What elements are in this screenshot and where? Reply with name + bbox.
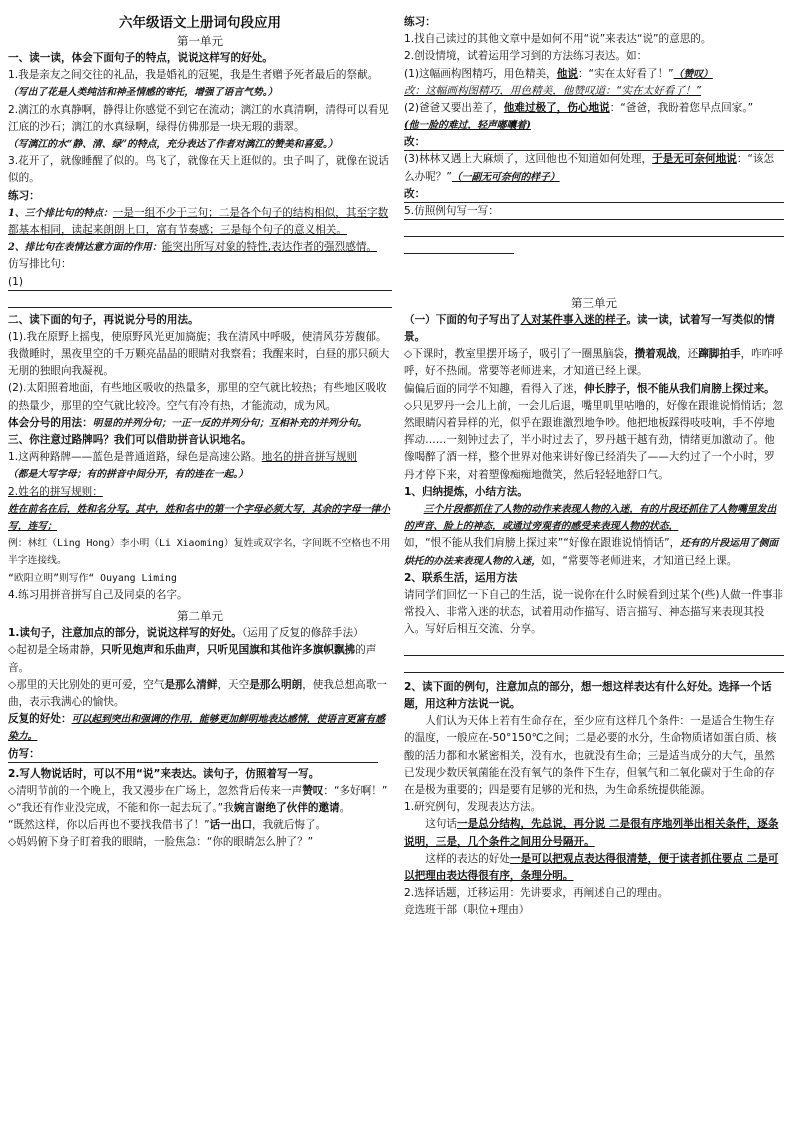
- r-imitate-blank-2[interactable]: [404, 220, 784, 237]
- u1-s3-note1: （都是大写字母；有的拼音中间分开，有的连在一起。）: [8, 469, 249, 481]
- r-p5-c: ：“爸爸，我盼着您早点回家。”: [609, 102, 754, 115]
- u2-imitate-blank[interactable]: [8, 746, 378, 763]
- u2-s2-p1-b: 赞叹: [302, 784, 324, 797]
- r-p6-c: ：“该怎么办呢？”: [404, 153, 775, 183]
- r-p2: 2.创设情境，试着运用学习到的方法练习表达。如：: [404, 50, 648, 63]
- u3-p1-c: ，还: [677, 348, 699, 361]
- u2-s2-p3: [8, 817, 392, 834]
- u2-s2-p3-c: ，我就后悔了。: [252, 819, 327, 832]
- u1-s2-p1: (1).我在原野上摇曳，使原野风光更加旖旎；我在清风中呼吸，使清风芬芳馥郁。我微睡时，黑夜里空的千万颗亮晶晶的眼睛对我察看；我醒来时，白昼的那只硕大无朋的独眼向我凝视。: [8, 330, 390, 378]
- r-p1: 1.找自己读过的其他文章中是如何不用“说”来表达“说”的意思的。: [404, 33, 712, 46]
- unit2-heading: 第二单元: [177, 609, 223, 624]
- u1-q2-label: 2、排比句在表情达意方面的作用：: [8, 242, 162, 254]
- r-p3: [404, 66, 784, 83]
- u1-s2-usage-answer: 明显的并列分句；一正一反的并列分句；互相补充的并列分句。: [92, 417, 368, 429]
- u3-s1-cont-a: 如，“恨不能从我们肩膀上探过来”“好像在跟谁说悄悄话”，: [404, 537, 681, 550]
- u1-s3-ouyang: “欧阳立明”则写作“ Ouyang Liming: [8, 572, 177, 584]
- r-practice-label: 练习：: [404, 16, 436, 28]
- u2-s1-p2-d: 是那么明朗: [249, 678, 303, 691]
- u3-s1-cont: [404, 535, 784, 569]
- u2-s2-p2-b: 婉言谢绝了伙伴的邀请: [233, 801, 340, 814]
- u2-s1-p2-e: ，使我总想高歌一曲，表示我满心的愉快。: [8, 678, 387, 708]
- u3-s1-title: 1、归纳提炼，小结方法。: [404, 485, 528, 498]
- u3-s4-p-a: 这句话: [425, 818, 457, 831]
- r-p6-a: (3)林林又遇上大麻烦了，这回他也不知道如何处理，: [404, 153, 653, 166]
- unit3-heading: 第三单元: [571, 295, 617, 310]
- u1-s3-p1-underlined: 地名的拼音拼写规则: [261, 451, 358, 464]
- u2-s2-p2-c: 。: [339, 801, 351, 814]
- u3-s1-note: 三个片段都抓住了人物的动作来表现人物的入迷，有的片段还抓住了人物嘴里发出的声音、脸上的神态，或通过旁观者的感受来表现人物的状态，: [404, 504, 777, 533]
- r-p4: 改：这幅画构图精巧，用色精美，他赞叹道：“实在太好看了！”: [404, 84, 702, 97]
- u2-s2-p2: [8, 800, 392, 817]
- u2-s1-title-suffix: （运用了反复的修辞手法）: [241, 627, 364, 640]
- u1-s1-p1: 1.我是亲友之间交往的礼品，我是婚礼的冠冕，我是生者赠予死者最后的祭献。: [8, 69, 379, 82]
- u1-s1-note1: （写出了花是人类纯洁和神圣情感的寄托，增强了语言气势。）: [8, 87, 278, 99]
- u1-q1-label: 1、三个排比句的特点：: [8, 207, 113, 219]
- u2-s1-title-text: 1.读句子，注意加点的部分，说说这样写的好处。: [8, 627, 242, 640]
- u2-s2-p3-b: 话一出口: [209, 819, 253, 832]
- document-title: 六年级语文上册词句段应用: [119, 15, 281, 31]
- r-n5: (他一脸的难过，轻声嘟囔着): [404, 120, 531, 132]
- u1-imitate-blank-2[interactable]: [8, 291, 392, 308]
- r-p3-b: 他说: [556, 67, 578, 80]
- r-p3-c: ：“实在太好看了！”: [577, 67, 674, 80]
- u3-p1-d: 蹿脚拍手: [698, 348, 741, 361]
- u2-s1-p1-a: ◇起初是全场肃静，: [8, 644, 101, 657]
- u3-s1-cont-c: 如，“常要等老师进来，才知道已经上课。: [541, 554, 738, 567]
- u2-s1-p1-b: 只听见炮声和乐曲声，只听见国旗和其他许多旗帜飘拂: [100, 644, 356, 657]
- r-p3-d: （赞叹）: [673, 68, 713, 80]
- u2-s1-p1: [8, 642, 392, 676]
- r-imitate-blank-1[interactable]: [404, 203, 784, 220]
- u1-imitate-label: 仿写排比句：: [8, 258, 72, 271]
- u2-s1-p2-c: ，天空: [217, 678, 250, 691]
- u3-s2-p: 请同学们回忆一下自己的生活，说一说你在什么时候看到过某个(些)人做一件事非常投入、非常入迷的状态，试着用动作描写、语言描写、神态描写来表现其投入。写好后相互交流、分享。: [404, 589, 784, 636]
- r-imitate-blank-3[interactable]: [404, 237, 514, 254]
- r-p6-b: 于是无可奈何地说: [652, 153, 737, 166]
- u3-s2-blank-1[interactable]: [404, 639, 784, 656]
- right-column: [404, 14, 784, 920]
- r-p5-a: (2)爸爸又要出差了，: [404, 102, 504, 115]
- u3-p1-e: ，咋咋呼呼，好不热闹。常要等老师进来，才知道已经上课。: [404, 348, 783, 378]
- u3-s5-b: 一是可以把观点表达得很清楚，便于读者抓住要点 二是可以把理由表达得很有序，条理分明。: [404, 852, 779, 882]
- u2-s2-p3-a: “既然这样，你以后再也不要找我借书了！”: [8, 819, 210, 832]
- u1-s2-usage: [8, 415, 392, 432]
- u2-s1-title: [8, 625, 392, 642]
- left-column: [8, 14, 392, 852]
- u2-s2-p2-a: ◇“我还有作业没完成，不能和你一起去玩了。”我: [8, 801, 234, 814]
- u3-s1-cont-b: 还有的片段运用了侧面烘托的办法来表现人物的入迷，: [404, 538, 779, 567]
- r-rewrite-blank-2[interactable]: [404, 186, 784, 203]
- u1-q2: [8, 239, 392, 256]
- u3-s4-p-b: 一是总分结构，先总说，再分说 二是很有序地列举出相关条件，逐条说明，三是，几个条件之间用分号隔开。: [404, 818, 779, 848]
- u2-s1-good: [8, 711, 392, 745]
- u3-s2-blank-2[interactable]: [404, 656, 784, 673]
- r-n6: （一副无可奈何的样子）: [451, 171, 560, 183]
- u2-s1-p2: [8, 677, 392, 711]
- u1-s3-p2: 2.姓名的拼写规则：: [8, 485, 103, 498]
- u2-s2-p1: [8, 783, 392, 800]
- r-p7-label: 5.仿照例句写一写：: [404, 204, 499, 217]
- u3-title-a: （一）下面的句子写出了: [404, 313, 521, 326]
- u3-s5-a: 这样的表达的好处: [425, 852, 510, 865]
- u1-s2-title: 二、读下面的句子，再说说分号的用法。: [8, 313, 199, 326]
- u1-blank-number: (1): [8, 275, 24, 288]
- u1-q1-answer: 一是一组不少于三句；二是各个句子的结构相似，其至字数都基本相同，读起来朗朗上口，富有节奏感；三是每个句子的意义相关。: [8, 206, 389, 237]
- u3-s7: 竞选班干部（职位+理由）: [404, 904, 530, 917]
- u1-s1-p3: 3.花开了，就像睡醒了似的。鸟飞了，就像在天上逛似的。虫子叫了，就像在说话似的。: [8, 155, 389, 185]
- u1-imitate-blank[interactable]: [8, 274, 392, 291]
- u1-s3-p1: [8, 449, 392, 466]
- r-gai-label-2: 改：: [404, 187, 426, 200]
- r-gap: [404, 254, 784, 294]
- u3-s3-title: 2、读下面的例句，注意加点的部分，想一想这样表达有什么好处。选择一个话题，用这种方法说一说。: [404, 680, 772, 710]
- u3-p1-b: 攒着观战: [634, 348, 677, 361]
- r-p6: [404, 151, 784, 185]
- u1-q1: [8, 205, 392, 239]
- u3-p1: [404, 346, 784, 380]
- u1-s2-p2: (2).太阳照着地面，有些地区吸收的热量多，那里的空气就比较热；有些地区吸收的热量少，那里的空气就比较冷。空气有冷有热，才能流动，成为风。: [8, 382, 387, 412]
- u1-s1-p2: 2.漓江的水真静啊，静得让你感觉不到它在流动；漓江的水真清啊，清得可以看见江底的沙石；漓江的水真绿啊，绿得仿佛那是一块无瑕的翡翠。: [8, 103, 389, 133]
- u3-s5: [404, 851, 784, 885]
- r-p5-b: 他难过极了，伤心地说: [503, 102, 610, 115]
- u2-s1-good-label: 反复的好处：: [8, 713, 72, 726]
- u3-p2-b: 伸长脖子，恨不能从我们肩膀上探过来。: [584, 382, 775, 395]
- u2-s2-p1-c: ：“多好啊！”: [323, 784, 388, 797]
- r-gai-label-1: 改：: [404, 136, 426, 149]
- u2-s2-title: 2.写人物说话时，可以不用“说”来表达。读句子，仿照着写一写。: [8, 767, 320, 780]
- u2-s2-p4: ◇妈妈俯下身子盯着我的眼睛，一脸焦急：“你的眼睛怎么肿了？”: [8, 836, 314, 849]
- u2-s1-good-answer: 可以起到突出和强调的作用，能够更加鲜明地表达感情，使语言更富有感染力。: [8, 714, 386, 743]
- u3-s4-p: [404, 816, 784, 850]
- unit1-heading: 第一单元: [177, 34, 223, 48]
- u3-title-b: 人对某件事入迷的样子: [520, 313, 627, 326]
- r-p5: [404, 100, 784, 117]
- u3-s2-title: 2、联系生活，运用方法: [404, 571, 518, 584]
- u1-s3-note2: 姓在前名在后，姓和名分写。其中，姓和名中的第一个字母必须大写，其余的字母一律小写，连写；: [8, 503, 391, 533]
- u1-s2-usage-label: 体会分号的用法：: [8, 416, 93, 429]
- u3-s4-title: 1.研究例句，发现表达方法。: [404, 801, 542, 814]
- u1-s3-example: 例：林红（Ling Hong）李小明（Li Xiaoming）复姓或双字名，字间既不空格也不用半字连接线。: [8, 538, 391, 567]
- u1-practice-label: 练习：: [8, 189, 40, 202]
- u2-s1-p1-c: 的声音。: [8, 644, 377, 674]
- u3-title-c: 。读一读，试着写一写类似的情景。: [404, 313, 775, 344]
- u2-s1-p2-a: ◇那里的天比别处的更可爱，空气: [8, 678, 165, 691]
- u3-p2-a: 偏偏后面的同学不知趣，看得入了迷，: [404, 382, 585, 395]
- u2-imitate-label: 仿写：: [8, 747, 40, 760]
- u2-s1-p2-b: 是那么清鲜: [164, 678, 218, 691]
- u3-s6: 2.选择话题，迁移运用：先讲要求，再阐述自己的理由。: [404, 887, 669, 900]
- u1-s3-p4: 4.练习用拼音拼写自己及同桌的名字。: [8, 588, 188, 601]
- u3-p3: ◇只见罗丹一会儿上前，一会儿后退，嘴里叽里咕噜的，好像在跟谁说悄悄话；忽然眼睛闪着异样的光，似乎在跟谁激烈地争吵。他把地板踩得吱吱响，手不停地挥动……一刻钟过去了，半小时过去了，罗丹越干越有劲，情绪更加激动了。他像喝醉了酒一样，整个世界对他来讲好像已经消失了——大约过了一个小时，罗丹才停下来，对着塑像痴痴地微笑，然后轻轻地舒口气。: [404, 399, 783, 481]
- u2-s2-p1-a: ◇清明节前的一个晚上，我又漫步在广场上，忽然背后传来一声: [8, 784, 303, 797]
- u3-title: [404, 312, 784, 346]
- r-p3-a: (1)这幅画构图精巧，用色精美，: [404, 67, 557, 80]
- u1-q2-answer: 能突出所写对象的特性,表达作者的强烈感情。: [161, 241, 378, 254]
- u3-s3-p: 人们认为天体上若有生命存在，至少应有这样几个条件：一是适合生物生存的温度，一般应在-50°150℃之间；二是必要的水分，生命物质诸如蛋白质、核酸的活力都和水紧密相关，没有水，也就没有生命；三是适当成分的大气，虽然已发现少数厌氧菌能在没有氧气的条件下生存，但氧气和二氧化碳对于生命的存在是极为重要的；四是要有足够的光和热，为生命系统提供能源。: [404, 715, 777, 796]
- r-rewrite-blank-1[interactable]: [404, 134, 784, 151]
- u3-p1-a: ◇下课时，教室里摆开场子，吸引了一圈黑脑袋，: [404, 348, 635, 361]
- u1-s1-title: 一、读一读，体会下面句子的特点，说说这样写的好处。: [8, 52, 273, 64]
- u1-s3-title: 三、你注意过路牌吗？我们可以借助拼音认识地名。: [8, 434, 252, 447]
- u3-p2: [404, 381, 784, 398]
- u1-s1-note2: （写漓江的水“静、清、绿”的特点，充分表达了作者对漓江的赞美和喜爱。）: [8, 139, 338, 151]
- u1-s3-p1-text: 1.这两种路牌——蓝色是普通道路，绿色是高速公路。: [8, 451, 262, 464]
